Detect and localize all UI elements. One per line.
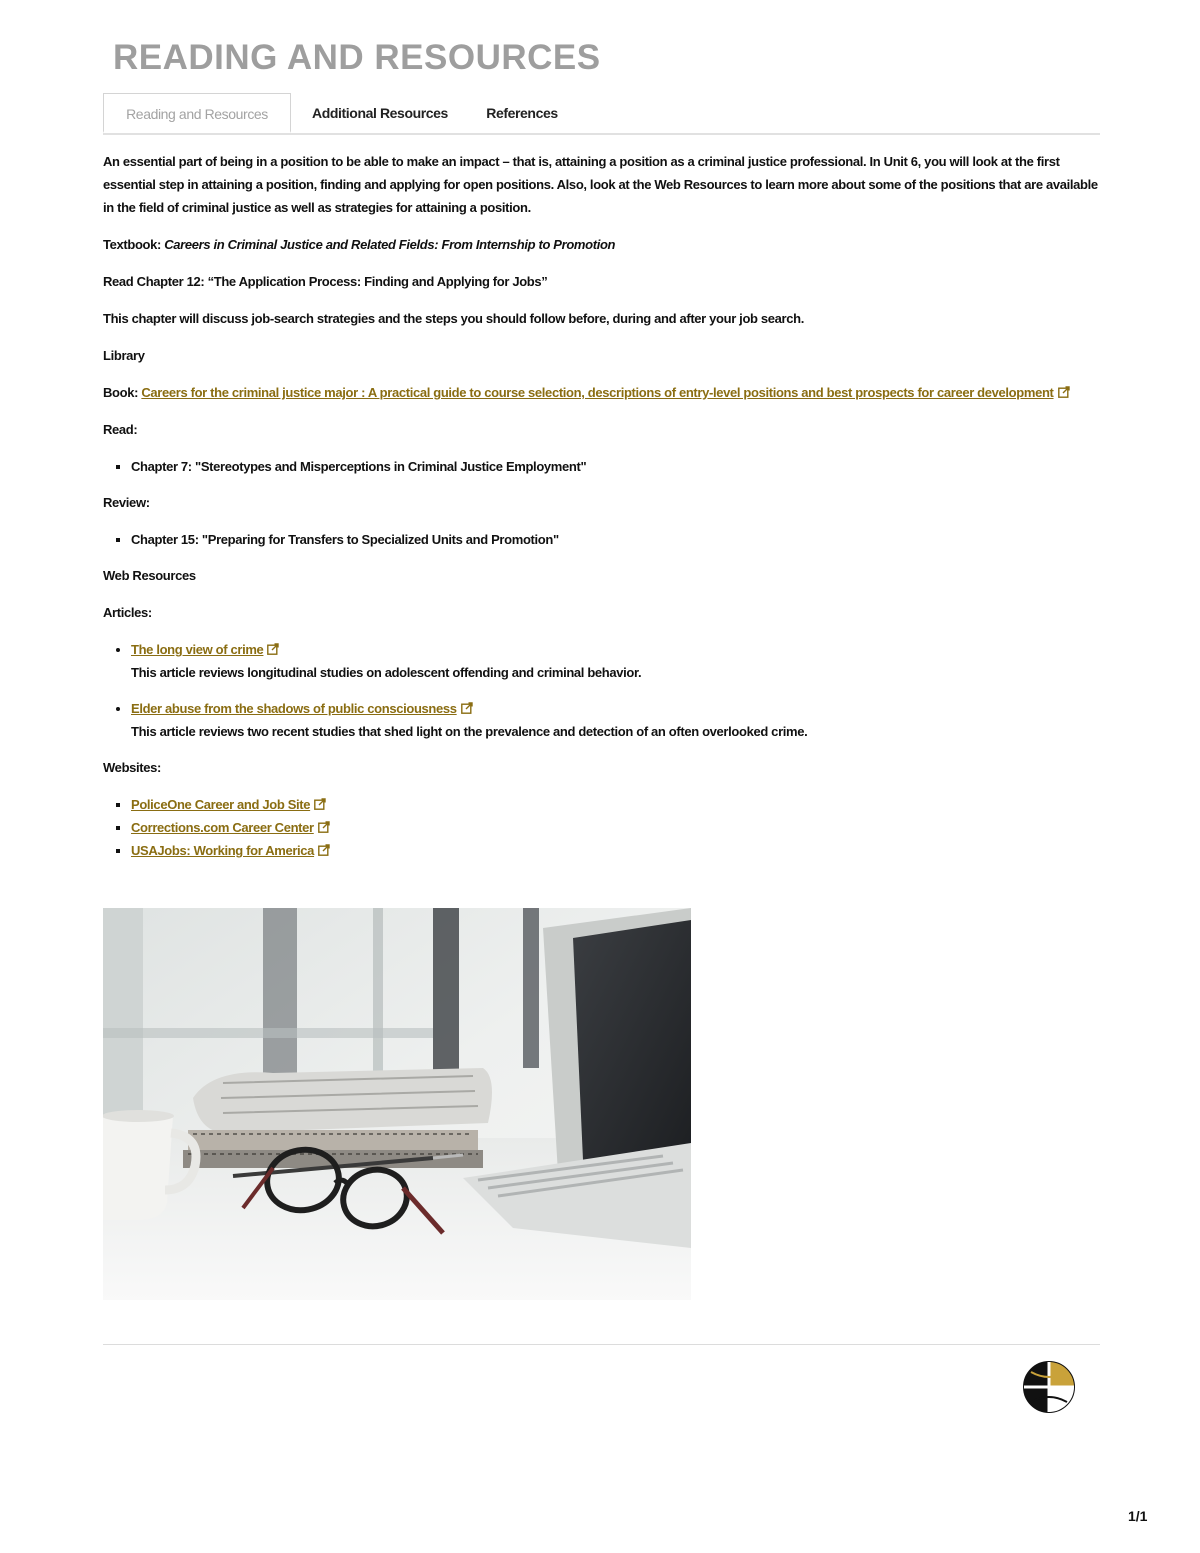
list-item: ▪ Chapter 7: "Stereotypes and Misperceptions in Criminal Justice Employment" <box>131 455 1100 478</box>
tab-reading-and-resources[interactable]: Reading and Resources <box>103 93 291 133</box>
website-link-text: Corrections.com Career Center <box>131 820 314 835</box>
article-link-elder-abuse[interactable] <box>131 701 473 716</box>
external-link-icon <box>461 702 473 714</box>
website-link-usajobs[interactable] <box>131 843 330 858</box>
web-resources-heading: Web Resources <box>103 568 196 583</box>
book-label: Book: <box>103 385 139 400</box>
website-link-text: PoliceOne Career and Job Site <box>131 797 311 812</box>
globe-logo-icon <box>1022 1360 1076 1414</box>
website-link-policeone[interactable] <box>131 797 326 812</box>
article-description: This article reviews longitudinal studies on adolescent offending and criminal behavior. <box>131 665 642 680</box>
tab-references[interactable]: References <box>486 105 558 121</box>
external-link-icon <box>318 821 330 833</box>
websites-list <box>103 793 1100 862</box>
article-link-text: Elder abuse from the shadows of public consciousness <box>131 701 457 716</box>
external-link-icon <box>318 844 330 856</box>
list-item <box>131 697 1100 743</box>
list-item <box>131 638 1100 684</box>
article-link-long-view-of-crime[interactable] <box>131 642 279 657</box>
tab-additional-resources[interactable]: Additional Resources <box>312 105 448 121</box>
review-list <box>103 528 1100 551</box>
websites-heading: Websites: <box>103 760 162 775</box>
list-item <box>131 793 1100 816</box>
external-link-icon <box>314 798 326 810</box>
read-chapter-line: Read Chapter 12: “The Application Process: Finding and Applying for Jobs” <box>103 274 548 289</box>
page-title: READING AND RESOURCES <box>113 38 601 77</box>
textbook-label: Textbook: <box>103 237 161 252</box>
list-item <box>131 816 1100 839</box>
articles-heading: Articles: <box>103 605 152 620</box>
external-link-icon <box>267 643 279 655</box>
book-link-text: Careers for the criminal justice major : A practical guide to course selection, descriptions of entry-level positions and best prospects for career development <box>141 385 1054 400</box>
footer-divider <box>103 1344 1100 1345</box>
tab-content <box>103 150 1100 875</box>
list-item: ▪ Chapter 15: "Preparing for Transfers to Specialized Units and Promotion" <box>131 528 1100 551</box>
intro-paragraph: An essential part of being in a position to be able to make an impact – that is, attaining a position as a criminal justice professional. In Unit 6, you will look at the first essential step in attaining a position, finding and applying for open positions. Also, look at the Web Resources to learn more about some of the positions that are available in the field of criminal justice as well as strategies for attaining a position. <box>103 154 1098 215</box>
website-link-text: USAJobs: Working for America <box>131 843 315 858</box>
article-link-text: The long view of crime <box>131 642 264 657</box>
desk-photo <box>103 908 691 1300</box>
review-heading: Review: <box>103 495 150 510</box>
textbook-title: Careers in Criminal Justice and Related Fields: From Internship to Promotion <box>164 237 616 252</box>
book-link[interactable] <box>141 385 1069 400</box>
library-heading: Library <box>103 348 145 363</box>
page-number: 1/1 <box>1128 1508 1148 1524</box>
read-heading: Read: <box>103 422 138 437</box>
textbook-line <box>103 233 1100 256</box>
book-line <box>103 381 1100 404</box>
external-link-icon <box>1058 386 1070 398</box>
article-description: This article reviews two recent studies that shed light on the prevalence and detection of an often overlooked crime. <box>131 724 808 739</box>
tab-bar <box>103 93 1100 135</box>
articles-list <box>103 638 1100 743</box>
list-item <box>131 839 1100 862</box>
chapter-description: This chapter will discuss job-search strategies and the steps you should follow before, during and after your job search. <box>103 311 804 326</box>
read-list <box>103 455 1100 478</box>
website-link-corrections[interactable] <box>131 820 330 835</box>
